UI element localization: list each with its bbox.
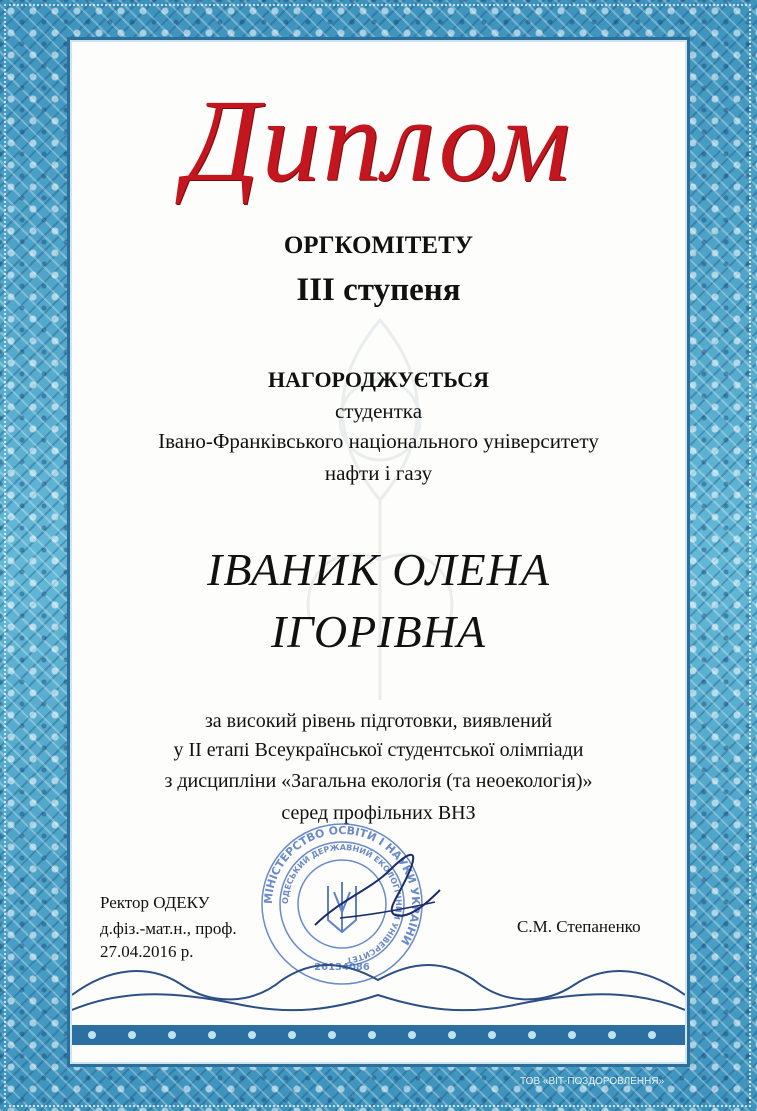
diploma-date: 27.04.2016 р. — [100, 942, 194, 961]
seal-code: 26134086 — [314, 962, 370, 973]
recipient-name-line-2: ІГОРІВНА — [271, 606, 486, 657]
seal-outer-text: МІНІСТЕРСТВО ОСВІТИ І НАУКИ УКРАЇНИ — [261, 823, 423, 948]
recipient-name-line-1: ІВАНИК ОЛЕНА — [207, 544, 550, 595]
reason-line-1: за високий рівень підготовки, виявлений — [204, 710, 553, 732]
awarded-line: НАГОРОДЖУЄТЬСЯ — [268, 367, 489, 392]
reason-line-2: у ІІ етапі Всеукраїнської студентської олімпіади — [173, 739, 584, 761]
bottom-ornament — [72, 955, 685, 1045]
diploma-title: Диплом — [184, 75, 573, 206]
reason-line-3: з дисципліни «Загальна екологія (та неоекологія)» — [164, 770, 593, 792]
signer-name: С.М. Степаненко — [517, 917, 641, 936]
degree-line: ІІІ ступеня — [296, 272, 461, 308]
recipient-role: студентка — [334, 399, 423, 423]
university-line-2: нафти і газу — [324, 461, 433, 485]
university-line-1: Івано-Франківського національного університету — [158, 429, 599, 453]
reason-line-4: серед профільних ВНЗ — [281, 802, 476, 824]
handwritten-signature — [300, 830, 450, 940]
rector-position: Ректор ОДЕКУ — [100, 893, 210, 912]
printer-note: ТОВ «ВІТ-ПОЗДОРОВЛЕННЯ» — [520, 1076, 665, 1087]
organizer-line: ОРГКОМІТЕТУ — [283, 232, 474, 259]
rector-degree: д.фіз.-мат.н., проф. — [100, 919, 237, 938]
seal-inner-text: ОДЕСЬКИЙ ДЕРЖАВНИЙ ЕКОЛОГІЧНИЙ УНІВЕРСИТЕТ — [280, 842, 404, 965]
